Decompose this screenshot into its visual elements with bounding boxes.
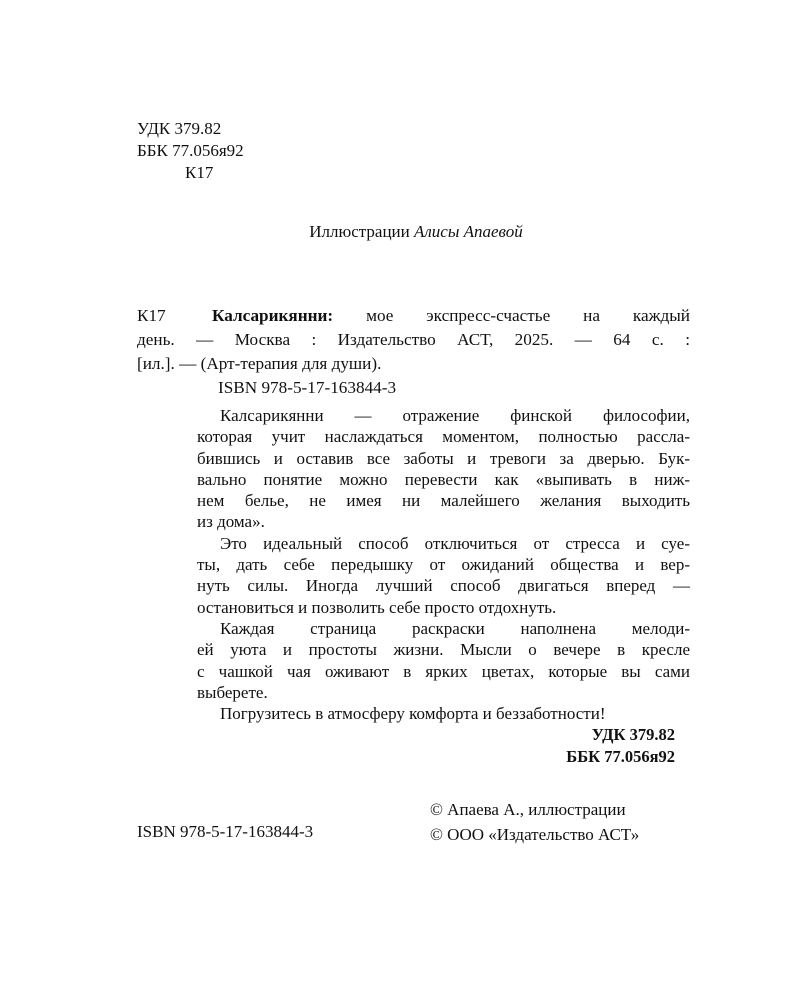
author-sign: К17: [185, 163, 214, 182]
abstract: [137, 405, 690, 724]
record-isbn: ISBN 978-5-17-163844-3: [218, 378, 397, 397]
record-line-1: [137, 304, 690, 328]
illustrations-prefix: Иллюстрации: [309, 222, 414, 241]
record-line-3: [ил.]. — (Арт-терапия для души).: [137, 354, 382, 373]
record-codes: [137, 724, 690, 768]
record-line-text: мое экспресс-счастье на каждый: [366, 306, 690, 325]
copyright-illustrations: © Апаева А., иллюстрации: [430, 800, 626, 819]
footer-isbn: ISBN 978-5-17-163844-3: [137, 822, 314, 841]
copyright-publisher: © ООО «Издательство АСТ»: [430, 825, 640, 844]
record-line-2: день. — Москва : Издательство АСТ, 2025. — 64 с. :: [137, 330, 690, 349]
copyright-block: [430, 797, 639, 847]
record-title: Калсарикянни:: [212, 306, 334, 325]
classification-codes: [137, 118, 244, 184]
abstract-paragraph: Калсарикянни — отражение финской философии, которая учит наслаждаться моментом, полностью рассла- бившись и оставив все заботы и тревоги за дверью. Бук- вально понятие можно перевести как «выпивать в ниж- нем белье, не имея ни малейшего желания выходить из дома».: [197, 406, 690, 532]
abstract-paragraph: Каждая страница раскраски наполнена мелоди- ей уюта и простоты жизни. Мысли о вечере в кресле с чашкой чая оживают в ярких цветах, которые вы сами выберете.: [197, 618, 690, 702]
record-bbk: ББК 77.056я92: [566, 747, 675, 767]
bbk-code: ББК 77.056я92: [137, 141, 244, 160]
bibliographic-record: [137, 304, 690, 768]
record-author-sign: К17: [137, 306, 166, 325]
udk-code: УДК 379.82: [137, 119, 222, 138]
record-udk: УДК 379.82: [591, 725, 675, 745]
abstract-paragraph: Это идеальный способ отключиться от стресса и суе- ты, дать себе передышку от ожиданий общества и вер- нуть силы. Иногда лучший способ двигаться вперед — остановиться и позволить себе просто отдохнуть.: [197, 533, 690, 617]
illustrations-credit: [0, 222, 800, 242]
illustrations-artist: Алисы Апаевой: [414, 222, 523, 241]
abstract-paragraph: Погрузитесь в атмосферу комфорта и беззаботности!: [220, 704, 606, 724]
